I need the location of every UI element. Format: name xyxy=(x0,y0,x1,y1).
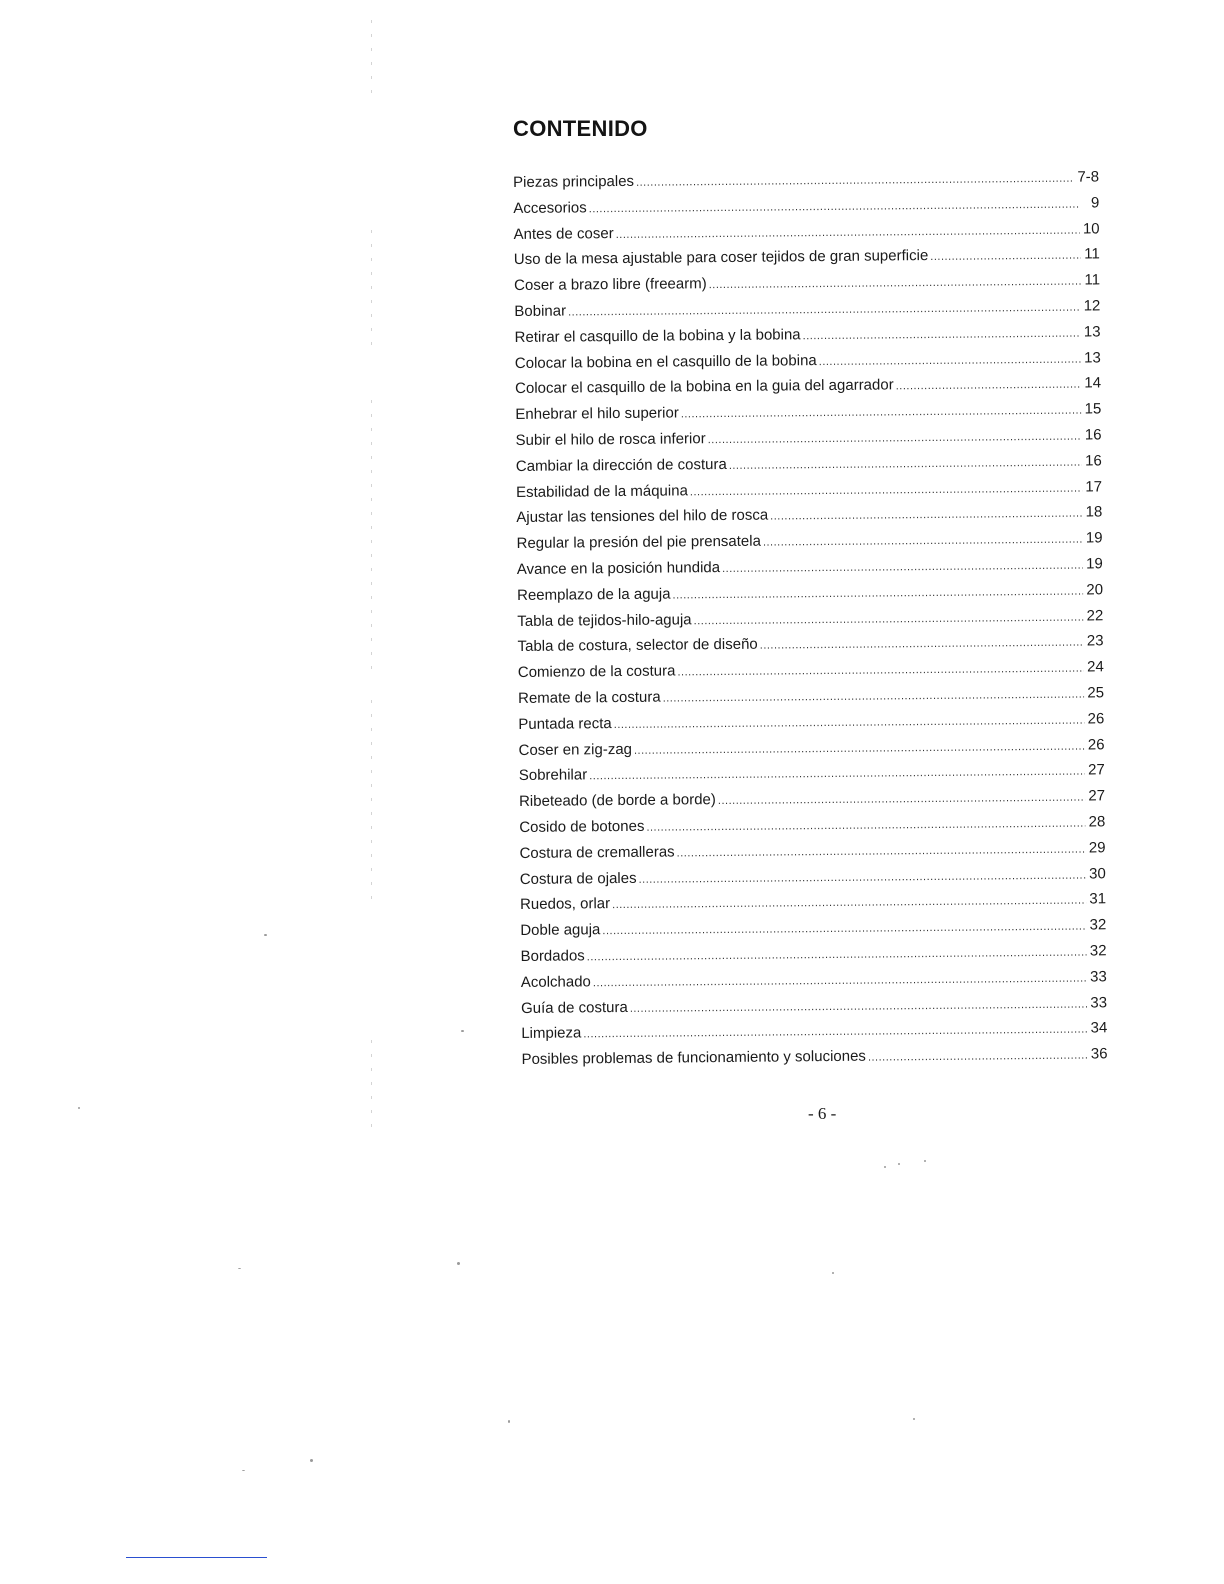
toc-entry-label: Reemplazo de la aguja xyxy=(517,585,671,604)
scan-artifact xyxy=(371,230,372,350)
toc-entry xyxy=(515,397,1101,428)
toc-entry-label: Coser en zig-zag xyxy=(518,740,633,759)
scan-speck xyxy=(461,1030,464,1032)
toc-entry-page: 13 xyxy=(1084,348,1101,367)
scan-speck xyxy=(508,1420,510,1423)
toc-dot-leader xyxy=(663,682,1085,712)
toc-entry xyxy=(519,809,1105,840)
toc-entry-label: Costura de cremalleras xyxy=(519,843,675,862)
toc-dot-leader xyxy=(930,244,1081,271)
toc-entry-page: 11 xyxy=(1084,271,1101,289)
toc-entry xyxy=(519,835,1105,866)
toc-entry xyxy=(514,242,1100,273)
toc-dot-leader xyxy=(672,579,1083,609)
toc-entry-page: 33 xyxy=(1090,993,1108,1011)
toc-dot-leader xyxy=(722,553,1083,582)
toc-entry-label: Doble aguja xyxy=(520,921,601,940)
toc-entry-label: Enhebrar el hilo superior xyxy=(515,404,679,424)
toc-entry-page: 26 xyxy=(1087,735,1105,754)
scan-artifact xyxy=(371,20,372,100)
toc-entry xyxy=(516,526,1102,557)
toc-entry-page: 23 xyxy=(1086,632,1104,650)
toc-entry xyxy=(516,474,1102,505)
toc-entry-page: 36 xyxy=(1090,1045,1108,1063)
toc-entry xyxy=(515,422,1101,453)
toc-entry xyxy=(514,268,1100,299)
scan-speck xyxy=(898,1163,900,1165)
scan-line-artifact xyxy=(126,1557,267,1558)
toc-entry-page: 11 xyxy=(1084,245,1100,263)
toc-entry xyxy=(517,629,1103,660)
toc-entry-page: 16 xyxy=(1085,452,1102,470)
scan-speck xyxy=(242,1470,245,1471)
scan-artifact xyxy=(371,400,372,680)
toc-dot-leader xyxy=(803,321,1082,349)
toc-entry-page: 31 xyxy=(1089,890,1107,908)
toc-entry-page: 32 xyxy=(1089,916,1107,934)
toc-entry-label: Coser a brazo libre (freearm) xyxy=(514,275,707,295)
scan-speck xyxy=(264,934,267,936)
toc-entry xyxy=(513,216,1099,247)
toc-entry-page: 29 xyxy=(1088,839,1106,857)
toc-entry-label: Tabla de costura, selector de diseño xyxy=(517,636,758,656)
page-number: - 6 - xyxy=(808,1104,837,1123)
toc-dot-leader xyxy=(708,425,1082,454)
toc-entry-page: 20 xyxy=(1086,581,1104,599)
toc-entry-page: 9 xyxy=(1090,194,1100,212)
scan-speck xyxy=(913,1418,915,1420)
scan-speck xyxy=(310,1459,313,1462)
scan-speck xyxy=(884,1166,886,1168)
toc-entry-page: 34 xyxy=(1090,1019,1108,1037)
scan-speck xyxy=(238,1268,241,1269)
toc-dot-leader xyxy=(760,631,1084,660)
toc-dot-leader xyxy=(819,347,1082,375)
toc-entry-label: Bobinar xyxy=(514,302,567,320)
toc-entry xyxy=(521,1041,1107,1072)
toc-entry-label: Posibles problemas de funcionamiento y soluciones xyxy=(521,1047,866,1069)
toc-entry-page: 32 xyxy=(1089,942,1107,960)
toc-entry-page: 13 xyxy=(1083,323,1101,341)
toc-entry-label: Colocar la bobina en el casquillo de la bobina xyxy=(514,351,817,372)
toc-entry-label: Guía de costura xyxy=(520,998,628,1017)
toc-entry-label: Acolchado xyxy=(520,972,591,991)
table-of-contents xyxy=(513,164,1108,1072)
toc-entry-label: Accesorios xyxy=(513,199,587,217)
toc-entry xyxy=(517,577,1103,608)
toc-entry-label: Ajustar las tensiones del hilo de rosca xyxy=(516,506,769,527)
toc-entry-page: 10 xyxy=(1082,219,1100,238)
toc-entry-label: Cosido de botones xyxy=(519,817,645,836)
toc-dot-leader xyxy=(763,528,1083,557)
toc-entry xyxy=(518,680,1104,711)
toc-entry xyxy=(515,371,1101,402)
toc-entry-label: Bordados xyxy=(520,947,585,965)
toc-entry xyxy=(520,887,1106,918)
toc-entry-label: Antes de coser xyxy=(513,224,614,243)
toc-dot-leader xyxy=(677,837,1086,867)
toc-entry-page: 24 xyxy=(1087,658,1104,676)
toc-entry-page: 17 xyxy=(1085,477,1103,496)
toc-entry-page: 14 xyxy=(1084,374,1102,392)
toc-entry xyxy=(515,345,1101,376)
toc-dot-leader xyxy=(770,502,1083,531)
toc-entry-page: 26 xyxy=(1087,710,1105,728)
toc-entry-page: 27 xyxy=(1088,761,1105,779)
toc-entry-label: Puntada recta xyxy=(518,714,612,733)
toc-entry xyxy=(517,551,1103,582)
toc-entry xyxy=(514,319,1100,350)
toc-entry-label: Costura de ojales xyxy=(519,869,637,888)
toc-entry-page: 19 xyxy=(1086,555,1103,573)
toc-entry-page: 27 xyxy=(1088,787,1106,805)
toc-entry xyxy=(518,732,1104,763)
scan-speck xyxy=(832,1272,834,1274)
toc-entry-label: Regular la presión del pie prensatela xyxy=(516,532,761,553)
toc-entry-page: 12 xyxy=(1083,297,1101,315)
toc-entry xyxy=(518,654,1104,685)
toc-entry xyxy=(519,783,1105,814)
toc-entry-page: 33 xyxy=(1090,968,1107,986)
toc-entry-label: Avance en la posición hundida xyxy=(516,558,721,578)
toc-entry-label: Uso de la mesa ajustable para coser tejidos de gran superficie xyxy=(513,247,929,269)
toc-entry xyxy=(516,448,1102,479)
toc-entry-page: 18 xyxy=(1085,503,1103,521)
toc-dot-leader xyxy=(896,373,1082,401)
toc-entry-label: Comienzo de la costura xyxy=(517,662,676,682)
toc-entry xyxy=(516,500,1102,531)
scan-speck xyxy=(457,1262,460,1265)
toc-entry-page: 28 xyxy=(1088,813,1106,831)
toc-entry-label: Subir el hilo de rosca inferior xyxy=(515,430,706,449)
toc-entry-page: 30 xyxy=(1089,864,1106,883)
scan-artifact xyxy=(371,700,372,900)
scan-speck xyxy=(78,1107,80,1109)
page-title: CONTENIDO xyxy=(513,116,648,141)
toc-dot-leader xyxy=(729,450,1083,479)
toc-dot-leader xyxy=(681,399,1082,429)
toc-dot-leader xyxy=(718,786,1086,815)
toc-dot-leader xyxy=(677,657,1084,687)
toc-dot-leader xyxy=(868,1044,1088,1072)
scan-speck xyxy=(924,1160,926,1162)
toc-entry-label: Tabla de tejidos-hilo-aguja xyxy=(517,610,692,630)
toc-entry-label: Remate de la costura xyxy=(517,688,661,707)
toc-dot-leader xyxy=(709,270,1082,299)
toc-entry-label: Sobrehilar xyxy=(518,766,588,785)
toc-entry-label: Estabilidad de la máquina xyxy=(516,481,688,501)
toc-entry-label: Piezas principales xyxy=(513,172,635,191)
toc-entry-page: 16 xyxy=(1084,426,1102,444)
toc-entry-label: Limpieza xyxy=(521,1024,582,1043)
toc-entry-label: Retirar el casquillo de la bobina y la bobina xyxy=(514,326,801,346)
toc-entry-label: Ribeteado (de borde a borde) xyxy=(518,791,716,811)
toc-entry xyxy=(517,603,1103,634)
toc-entry xyxy=(518,706,1104,737)
toc-entry-label: Ruedos, orlar xyxy=(519,895,611,914)
toc-entry-page: 7-8 xyxy=(1077,168,1100,186)
toc-entry xyxy=(521,990,1107,1021)
toc-entry xyxy=(520,861,1106,892)
toc-entry-page: 19 xyxy=(1085,529,1103,547)
toc-dot-leader xyxy=(690,476,1083,506)
toc-entry-label: Colocar el casquillo de la bobina en la guia del agarrador xyxy=(515,376,894,398)
toc-entry-page: 22 xyxy=(1086,606,1104,625)
toc-entry xyxy=(513,164,1099,195)
toc-entry-page: 25 xyxy=(1087,684,1105,702)
scan-artifact xyxy=(371,1040,372,1130)
toc-dot-leader xyxy=(694,605,1084,635)
toc-entry-label: Cambiar la dirección de costura xyxy=(515,455,727,475)
toc-entry-page: 15 xyxy=(1084,400,1102,418)
